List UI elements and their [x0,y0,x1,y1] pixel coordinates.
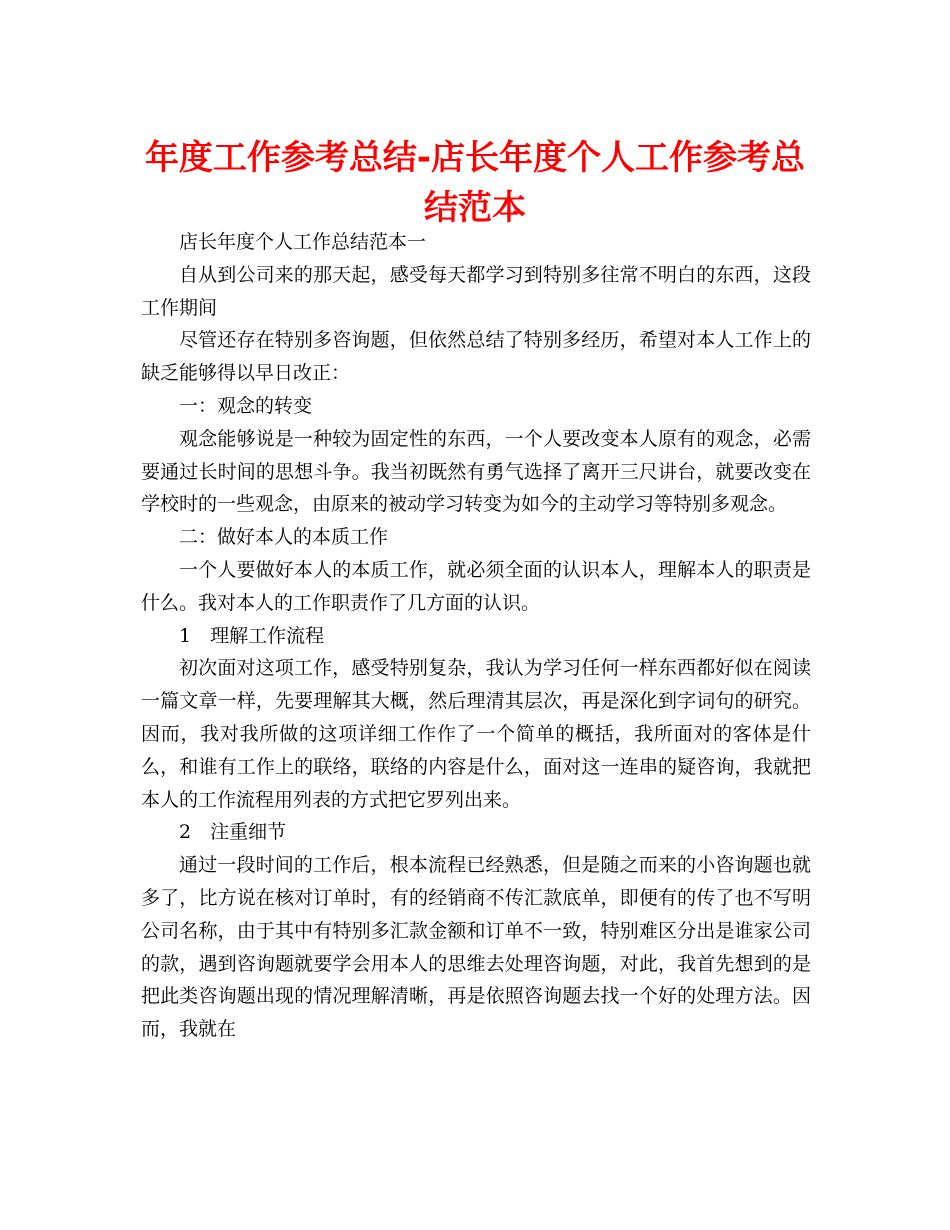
section-heading: 一：观念的转变 [179,394,313,417]
paragraph: 初次面对这项工作，感受特别复杂，我认为学习任何一样东西都好似在阅读一篇文章一样，先要理解其大概，然后理清其层次，再是深化到字词句的研究。因而，我对我所做的这项详细工作作了一个简单的概括，我所面对的客体是什么，和谁有工作上的联络，联络的内容是什么，面对这一连串的疑咨询，我就把本人的工作流程用列表的方式把它罗列出来。 [141,657,811,811]
paragraph: 观念能够说是一种较为固定性的东西，一个人要改变本人原有的观念，必需要通过长时间的思想斗争。我当初既然有勇气选择了离开三尺讲台，就要改变在学校时的一些观念，由原来的被动学习转变为如今的主动学习等特别多观念。 [141,427,811,516]
paragraph-subtitle: 店长年度个人工作总结范本一 [179,231,427,253]
paragraph: 自从到公司来的那天起，感受每天都学习到特别多往常不明白的东西，这段工作期间 [141,263,811,319]
subsection-heading: 2 注重细节 [179,821,287,844]
document-body [141,226,811,1046]
subsection-heading: 1 理解工作流程 [179,624,325,647]
paragraph: 一个人要做好本人的本质工作，就必须全面的认识本人，理解本人的职责是什么。我对本人的工作职责作了几方面的认识。 [141,558,811,614]
document-title: 年度工作参考总结-店长年度个人工作参考总结范本 [144,138,806,228]
section-heading: 二：做好本人的本质工作 [179,526,389,549]
paragraph: 尽管还存在特别多咨询题，但依然总结了特别多经历，希望对本人工作上的缺乏能够得以早日改正： [141,329,811,385]
paragraph: 通过一段时间的工作后，根本流程已经熟悉，但是随之而来的小咨询题也就多了，比方说在核对订单时，有的经销商不传汇款底单，即便有的传了也不写明公司名称，由于其中有特别多汇款金额和订单不一致，特别难区分出是谁家公司的款，遇到咨询题就要学会用本人的思维去处理咨询题，对此，我首先想到的是把此类咨询题出现的情况理解清晰，再是依照咨询题去找一个好的处理方法。因而，我就在 [141,854,811,1041]
